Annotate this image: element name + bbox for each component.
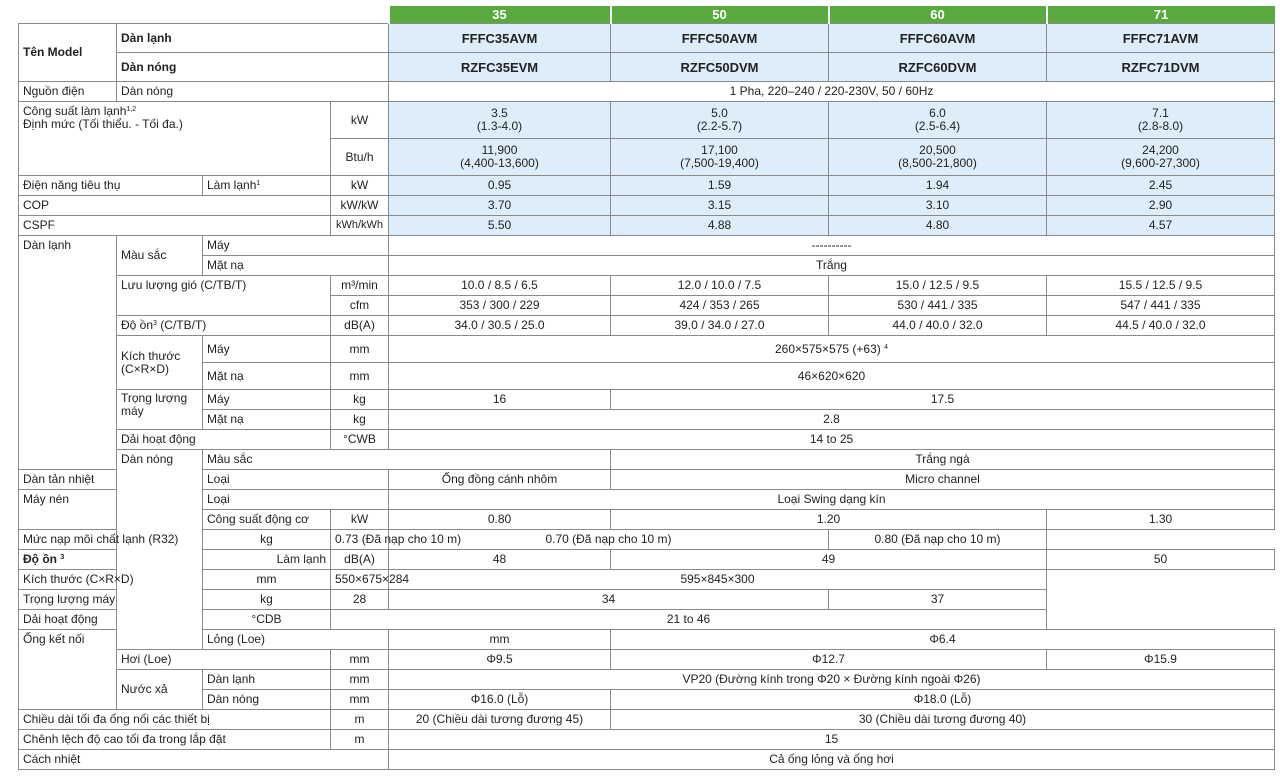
- indoor-dim-label-line2: (C×R×D): [121, 361, 170, 376]
- capacity-btu-value: 20,500: [919, 143, 956, 157]
- outdoor-color-row: [19, 450, 1275, 470]
- piping-drain-out-value: Φ18.0 (Lỗ): [611, 690, 1275, 710]
- indoor-dim-unit-row: [19, 336, 1275, 363]
- indoor-weight-unit-label: Máy: [203, 390, 331, 410]
- indoor-dim-panel-row: [19, 363, 1275, 390]
- piping-drain-out-row: [19, 690, 1275, 710]
- outdoor-hex-type-label: Loại: [203, 470, 389, 490]
- outdoor-comp-label: Máy nén: [19, 490, 117, 530]
- outdoor-weight-value: 37: [829, 590, 1047, 610]
- length-value: 30 (Chiều dài tương đương 40): [611, 710, 1275, 730]
- indoor-model-cell: FFFC60AVM: [829, 24, 1047, 53]
- indoor-noise-value: 44.5 / 40.0 / 32.0: [1047, 316, 1275, 336]
- cspf-row: [19, 216, 1275, 236]
- piping-gas-label: Hơi (Loe): [117, 650, 331, 670]
- indoor-color-panel-label: Mặt nạ: [203, 256, 389, 276]
- indoor-color-panel-row: [19, 256, 1275, 276]
- indoor-dim-label-line1: Kích thước: [121, 348, 181, 363]
- outdoor-noise-value: 50: [1047, 550, 1275, 570]
- length-label: Chiều dài tối đa ống nối các thiết bị: [19, 710, 331, 730]
- capacity-kw-range: (2.5-6.4): [914, 119, 961, 133]
- cop-row: [19, 196, 1275, 216]
- outdoor-range-value: 21 to 46: [331, 610, 1047, 630]
- indoor-model-cell: FFFC50AVM: [611, 24, 829, 53]
- col-header-35: 35: [389, 6, 611, 24]
- cspf-unit: kWh/kWh: [331, 216, 389, 236]
- capacity-kw-row: [19, 102, 1275, 139]
- indoor-airflow-unit: m³/min: [331, 276, 389, 296]
- indoor-range-row: [19, 430, 1275, 450]
- outdoor-noise-value: 49: [611, 550, 1047, 570]
- outdoor-refrig-value: 0.70 (Đã nạp cho 10 m): [389, 530, 829, 550]
- height-row: [19, 730, 1275, 750]
- piping-drain-out-label: Dàn nóng: [203, 690, 331, 710]
- outdoor-dim-unit: mm: [203, 570, 331, 590]
- capacity-btu-range: (7,500-19,400): [680, 156, 759, 170]
- indoor-dim-panel-label: Mặt nạ: [203, 363, 331, 390]
- indoor-section-label: Dàn lạnh: [19, 236, 117, 470]
- indoor-range-unit: °CWB: [331, 430, 389, 450]
- outdoor-weight-label: Trọng lượng máy: [19, 590, 203, 610]
- outdoor-range-label: Dải hoạt động: [19, 610, 203, 630]
- capacity-kw-range: (2.2-5.7): [696, 119, 743, 133]
- outdoor-model-cell: RZFC60DVM: [829, 53, 1047, 82]
- piping-gas-row: [19, 650, 1275, 670]
- capacity-btu-cell: [1047, 139, 1275, 176]
- consumption-label: Điện năng tiêu thụ: [19, 176, 203, 196]
- capacity-btu-value: 11,900: [481, 143, 518, 157]
- capacity-btu-cell: [829, 139, 1047, 176]
- piping-gas-value: Φ9.5: [389, 650, 611, 670]
- indoor-dim-mm: mm: [331, 336, 389, 363]
- insulation-value: Cả ống lỏng và ống hơi: [389, 750, 1275, 770]
- outdoor-comp-power-value: 1.30: [1047, 510, 1275, 530]
- capacity-kw-unit: kW: [331, 102, 389, 139]
- capacity-kw-range: (1.3-4.0): [476, 119, 523, 133]
- capacity-kw-cell: [829, 102, 1047, 139]
- piping-drain-out-value: Φ16.0 (Lỗ): [389, 690, 611, 710]
- indoor-weight-panel-row: [19, 410, 1275, 430]
- consumption-unit: kW: [331, 176, 389, 196]
- outdoor-refrig-row: [19, 530, 1275, 550]
- power-row: [19, 82, 1275, 102]
- outdoor-noise-row: [19, 550, 1275, 570]
- capacity-kw-value: 3.5: [491, 106, 508, 120]
- col-header-50: 50: [611, 6, 829, 24]
- cspf-value: 5.50: [389, 216, 611, 236]
- indoor-noise-suffix: (C/TB/T): [160, 318, 207, 332]
- cop-value: 3.70: [389, 196, 611, 216]
- consumption-value: 2.45: [1047, 176, 1275, 196]
- outdoor-range-row: [19, 610, 1275, 630]
- indoor-noise-unit: dB(A): [331, 316, 389, 336]
- outdoor-noise-sub: Làm lạnh: [203, 550, 331, 570]
- outdoor-noise-label-text: Độ ồn: [23, 552, 57, 566]
- outdoor-model-cell: RZFC35EVM: [389, 53, 611, 82]
- length-row: [19, 710, 1275, 730]
- indoor-model-cell: FFFC71AVM: [1047, 24, 1275, 53]
- indoor-dim-unit-label: Máy: [203, 336, 331, 363]
- model-indoor-label: Dàn lạnh: [117, 24, 389, 53]
- model-header-row: [19, 6, 1275, 24]
- capacity-kw-value: 5.0: [711, 106, 728, 120]
- indoor-noise-value: 44.0 / 40.0 / 32.0: [829, 316, 1047, 336]
- height-value: 15: [389, 730, 1275, 750]
- capacity-kw-cell: [611, 102, 829, 139]
- consumption-sub-label: Làm lạnh: [207, 178, 257, 192]
- indoor-range-label: Dải hoạt động: [117, 430, 331, 450]
- outdoor-hex-value: Ống đồng cánh nhôm: [389, 470, 611, 490]
- capacity-kw-value: 6.0: [929, 106, 946, 120]
- piping-liquid-label: Lỏng (Loe): [203, 630, 389, 650]
- indoor-airflow-value: 15.5 / 12.5 / 9.5: [1047, 276, 1275, 296]
- outdoor-section-label: Dàn nóng: [117, 450, 203, 650]
- outdoor-comp-type-label: Loại: [203, 490, 389, 510]
- indoor-weight-unit-value: 17.5: [611, 390, 1275, 410]
- indoor-noise-label-text: Độ ồn: [121, 318, 154, 332]
- indoor-model-cell: FFFC35AVM: [389, 24, 611, 53]
- outdoor-comp-power-value: 1.20: [611, 510, 1047, 530]
- outdoor-refrig-value: 0.80 (Đã nạp cho 10 m): [829, 530, 1047, 550]
- outdoor-comp-power-row: [19, 510, 1275, 530]
- col-header-60: 60: [829, 6, 1047, 24]
- capacity-label-line1: Công suất làm lạnh: [23, 104, 127, 118]
- indoor-noise-value: 39.0 / 34.0 / 27.0: [611, 316, 829, 336]
- capacity-label-line2: Định mức (Tối thiểu. - Tối đa.): [23, 117, 183, 131]
- piping-gas-unit: mm: [331, 650, 389, 670]
- indoor-weight-panel-label: Mặt nạ: [203, 410, 331, 430]
- power-value: 1 Pha, 220–240 / 220-230V, 50 / 60Hz: [389, 82, 1275, 102]
- cop-value: 3.10: [829, 196, 1047, 216]
- consumption-sup: 1: [256, 180, 261, 187]
- cspf-label: CSPF: [19, 216, 331, 236]
- capacity-kw-cell: [389, 102, 611, 139]
- cspf-value: 4.88: [611, 216, 829, 236]
- outdoor-comp-power-unit: kW: [331, 510, 389, 530]
- outdoor-dim-value: 595×845×300: [389, 570, 1047, 590]
- capacity-kw-cell: [1047, 102, 1275, 139]
- power-label: Nguồn điện: [19, 82, 117, 102]
- indoor-weight-label-line2: máy: [121, 404, 144, 418]
- indoor-noise-sup: 3: [153, 320, 157, 327]
- outdoor-noise-sup: 3: [60, 554, 65, 561]
- outdoor-comp-power-label: Công suất động cơ: [203, 510, 331, 530]
- indoor-dim-sup: 4: [884, 343, 888, 351]
- outdoor-weight-value: 28: [331, 590, 389, 610]
- spec-table: [18, 6, 1275, 770]
- outdoor-comp-type-value: Loại Swing dạng kín: [389, 490, 1275, 510]
- outdoor-dim-row: [19, 570, 1275, 590]
- cspf-value: 4.80: [829, 216, 1047, 236]
- indoor-color-unit-label: Máy: [203, 236, 389, 256]
- outdoor-comp-power-value: 0.80: [389, 510, 611, 530]
- indoor-airflow-value: 10.0 / 8.5 / 6.5: [389, 276, 611, 296]
- outdoor-dim-value: 550×675×284: [331, 570, 389, 590]
- capacity-label: [19, 102, 331, 176]
- outdoor-model-cell: RZFC71DVM: [1047, 53, 1275, 82]
- piping-gas-value: Φ12.7: [611, 650, 1047, 670]
- indoor-weight-unit-row: [19, 390, 1275, 410]
- indoor-color-unit-row: [19, 236, 1275, 256]
- outdoor-refrig-unit: kg: [203, 530, 331, 550]
- piping-liquid-unit: mm: [389, 630, 611, 650]
- model-outdoor-label: Dàn nóng: [117, 53, 389, 82]
- indoor-airflow-m3-row: [19, 276, 1275, 296]
- indoor-airflow-value: 353 / 300 / 229: [389, 296, 611, 316]
- capacity-btu-range: (9,600-27,300): [1121, 156, 1200, 170]
- capacity-btu-cell: [389, 139, 611, 176]
- piping-drain-in-unit: mm: [331, 670, 389, 690]
- power-sub-label: Dàn nóng: [117, 82, 389, 102]
- piping-drain-in-label: Dàn lạnh: [203, 670, 331, 690]
- indoor-airflow-value: 424 / 353 / 265: [611, 296, 829, 316]
- capacity-btu-unit: Btu/h: [331, 139, 389, 176]
- model-outdoor-row: [19, 53, 1275, 82]
- outdoor-noise-unit: dB(A): [331, 550, 389, 570]
- indoor-airflow-value: 547 / 441 / 335: [1047, 296, 1275, 316]
- height-unit: m: [331, 730, 389, 750]
- piping-drain-out-unit: mm: [331, 690, 389, 710]
- indoor-airflow-label: Lưu lượng gió (C/TB/T): [117, 276, 331, 316]
- piping-drain-in-value: VP20 (Đường kính trong Φ20 × Đường kính ngoài Φ26): [389, 670, 1275, 690]
- cspf-value: 4.57: [1047, 216, 1275, 236]
- piping-gas-value: Φ15.9: [1047, 650, 1275, 670]
- model-indoor-row: [19, 24, 1275, 53]
- indoor-color-unit-value: ----------: [389, 236, 1275, 256]
- consumption-row: [19, 176, 1275, 196]
- capacity-sup: 1,2: [126, 106, 137, 113]
- cop-unit: kW/kW: [331, 196, 389, 216]
- indoor-weight-label-line1: Trọng lượng: [121, 391, 188, 405]
- outdoor-weight-value: 34: [389, 590, 829, 610]
- outdoor-model-cell: RZFC50DVM: [611, 53, 829, 82]
- indoor-airflow-value: 530 / 441 / 335: [829, 296, 1047, 316]
- indoor-weight-kg: kg: [331, 410, 389, 430]
- indoor-dim-mm: mm: [331, 363, 389, 390]
- cop-value: 2.90: [1047, 196, 1275, 216]
- outdoor-noise-label: [19, 550, 117, 570]
- piping-liquid-value: Φ6.4: [611, 630, 1275, 650]
- capacity-btu-value: 24,200: [1142, 143, 1179, 157]
- indoor-noise-row: [19, 316, 1275, 336]
- outdoor-dim-label: Kích thước (C×R×D): [19, 570, 203, 590]
- indoor-color-label: Màu sắc: [117, 236, 203, 276]
- capacity-btu-range: (8,500-21,800): [898, 156, 977, 170]
- indoor-dim-label: [117, 336, 203, 390]
- capacity-kw-range: (2.8-8.0): [1137, 119, 1184, 133]
- outdoor-refrig-label: Mức nạp môi chất lạnh (R32): [19, 530, 203, 550]
- outdoor-comp-type-row: [19, 490, 1275, 510]
- insulation-label: Cách nhiệt: [19, 750, 389, 770]
- indoor-weight-label: [117, 390, 203, 430]
- length-unit: m: [331, 710, 389, 730]
- piping-section-label: Ống kết nối: [19, 630, 117, 710]
- outdoor-refrig-value: 0.73 (Đã nạp cho 10 m): [331, 530, 389, 550]
- indoor-noise-label: [117, 316, 331, 336]
- insulation-row: [19, 750, 1275, 770]
- piping-liquid-row: [19, 630, 1275, 650]
- indoor-range-value: 14 to 25: [389, 430, 1275, 450]
- outdoor-hex-label: Dàn tản nhiệt: [19, 470, 117, 490]
- indoor-dim-panel-value: 46×620×620: [389, 363, 1275, 390]
- cop-label: COP: [19, 196, 331, 216]
- indoor-weight-kg: kg: [331, 390, 389, 410]
- indoor-dim-unit-text: 260×575×575 (+63): [774, 341, 881, 356]
- length-value: 20 (Chiều dài tương đương 45): [389, 710, 611, 730]
- consumption-value: 1.59: [611, 176, 829, 196]
- indoor-airflow-value: 15.0 / 12.5 / 9.5: [829, 276, 1047, 296]
- outdoor-color-value: Trắng ngà: [611, 450, 1275, 470]
- capacity-kw-value: 7.1: [1152, 106, 1169, 120]
- outdoor-range-unit: °CDB: [203, 610, 331, 630]
- capacity-btu-cell: [611, 139, 829, 176]
- outdoor-weight-row: [19, 590, 1275, 610]
- outdoor-hex-row: [19, 470, 1275, 490]
- outdoor-noise-value: 48: [389, 550, 611, 570]
- indoor-airflow-value: 12.0 / 10.0 / 7.5: [611, 276, 829, 296]
- col-header-71: 71: [1047, 6, 1275, 24]
- indoor-weight-panel-value: 2.8: [389, 410, 1275, 430]
- piping-drain-label: Nước xả: [117, 670, 203, 710]
- cop-value: 3.15: [611, 196, 829, 216]
- outdoor-weight-unit: kg: [203, 590, 331, 610]
- indoor-airflow-unit: cfm: [331, 296, 389, 316]
- consumption-sub: [203, 176, 331, 196]
- indoor-dim-unit-value: [389, 336, 1275, 363]
- indoor-weight-unit-value: 16: [389, 390, 611, 410]
- model-title: Tên Model: [19, 24, 117, 82]
- height-label: Chênh lệch độ cao tối đa trong lắp đặt: [19, 730, 331, 750]
- consumption-value: 1.94: [829, 176, 1047, 196]
- capacity-btu-value: 17,100: [701, 143, 738, 157]
- capacity-btu-range: (4,400-13,600): [460, 156, 539, 170]
- indoor-noise-value: 34.0 / 30.5 / 25.0: [389, 316, 611, 336]
- outdoor-color-label: Màu sắc: [203, 450, 611, 470]
- consumption-value: 0.95: [389, 176, 611, 196]
- indoor-color-panel-value: Trắng: [389, 256, 1275, 276]
- piping-drain-in-row: [19, 670, 1275, 690]
- outdoor-hex-value: Micro channel: [611, 470, 1275, 490]
